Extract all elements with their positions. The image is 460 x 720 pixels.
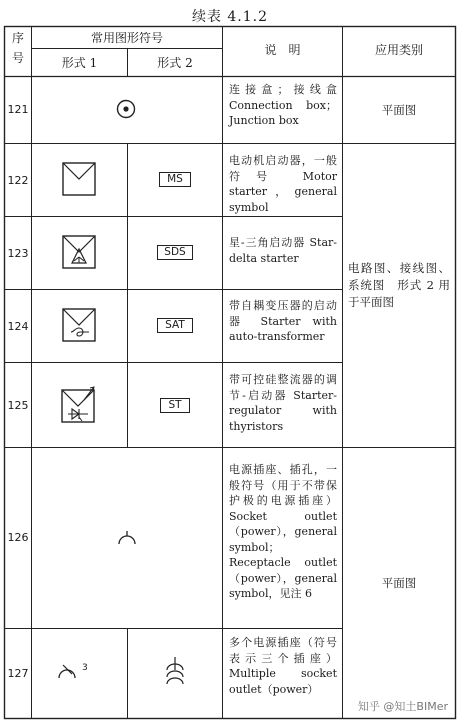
- row-123-description: 星-三角启动器 Star-delta starter: [229, 236, 337, 265]
- star-delta-starter-icon: [62, 235, 96, 269]
- row-122-number: 122: [7, 174, 29, 187]
- row-121-description: 连接盒；接线盒 Connection box；Junction box: [229, 83, 337, 127]
- thyristor-starter-icon: [58, 386, 98, 424]
- row-127-form1-suffix: 3: [82, 663, 88, 673]
- row-124-number: 124: [7, 320, 29, 333]
- row-124-description: 带自耦变压器的启动器 Starter with auto-transformer: [229, 299, 337, 343]
- row-127-number: 127: [7, 667, 29, 680]
- category-circuit-diagrams: 电路图、接线图、系统图 形式 2 用于平面图: [348, 261, 450, 309]
- row-122-description: 电动机启动器，一般符号 Motor starter，general symbol: [229, 154, 337, 214]
- row-124-form2-label: SAT: [157, 318, 193, 333]
- row-126-number: 126: [7, 531, 29, 544]
- row-121-category: 平面图: [381, 103, 417, 117]
- row-125-number: 125: [7, 399, 29, 412]
- motor-starter-icon: [62, 162, 96, 196]
- header-seq-line1: 序: [11, 31, 24, 45]
- header-form2: 形式 2: [157, 56, 193, 70]
- row-123-form2-label: SDS: [157, 245, 193, 260]
- row-126-description: 电源插座、插孔，一般符号（用于不带保护极的电源插座）Socket outlet（power），general symbol；Receptacle outlet（power），general symbol，见注 6: [229, 463, 337, 600]
- category-floor-plan: 平面图: [381, 576, 417, 590]
- row-125-description: 带可控硅整流器的调节-启动器 Starter-regulator with thyristors: [229, 373, 337, 433]
- socket-outlet-icon: [116, 530, 138, 548]
- header-symbols: 常用图形符号: [90, 31, 163, 45]
- multiple-socket-icon: [56, 662, 82, 682]
- watermark: 知乎 @知土BIMer: [357, 700, 448, 713]
- header-category: 应用类别: [374, 43, 423, 57]
- row-127-description: 多个电源插座（符号表示三个插座）Multiple socket outlet（power）: [229, 636, 337, 696]
- header-form1: 形式 1: [61, 56, 98, 70]
- row-123-number: 123: [7, 247, 29, 260]
- junction-box-icon: [115, 98, 137, 120]
- row-122-form2-label: MS: [159, 172, 191, 187]
- multiple-socket-tree-icon: [163, 656, 187, 690]
- auto-transformer-starter-icon: [62, 308, 96, 342]
- header-description: 说 明: [264, 43, 301, 57]
- row-125-form2-label: ST: [160, 398, 190, 413]
- table-title: 续表 4.1.2: [191, 9, 269, 25]
- header-seq-line2: 号: [11, 51, 24, 65]
- header-seq: [5, 30, 31, 66]
- row-121-number: 121: [7, 103, 29, 116]
